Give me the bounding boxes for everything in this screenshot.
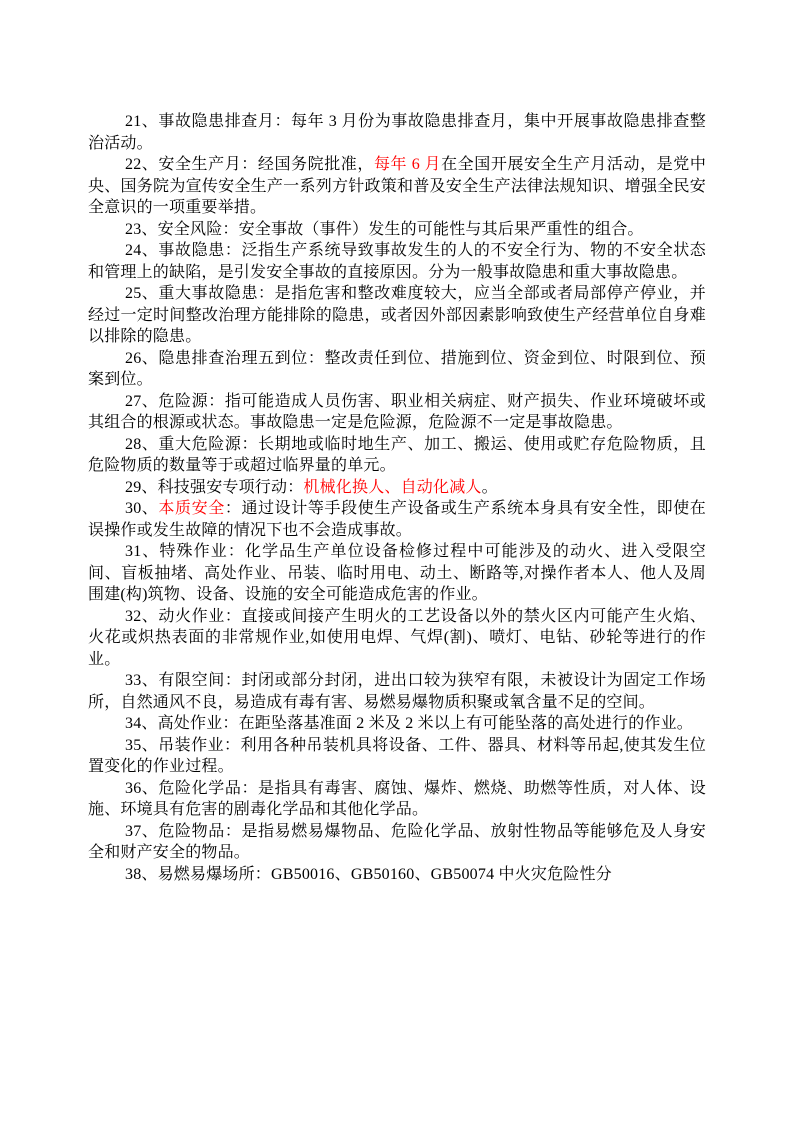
document-body <box>88 111 706 885</box>
definition-item-29 <box>88 477 706 499</box>
definition-item-22 <box>88 154 706 219</box>
text-run: 37、危险物品：是指易燃易爆物品、危险化学品、放射性物品等能够危及人身安全和财产安全的物品。 <box>88 822 706 861</box>
text-run: 26、隐患排查治理五到位：整改责任到位、措施到位、资金到位、时限到位、预案到位。 <box>88 349 706 388</box>
definition-item-32 <box>88 606 706 671</box>
definition-item-34 <box>88 713 706 735</box>
text-run: 30、 <box>125 500 159 517</box>
text-run: 33、有限空间：封闭或部分封闭，进出口较为狭窄有限，未被设计为固定工作场所，自然通风不良，易造成有毒有害、易燃易爆物质积聚或氧含量不足的空间。 <box>88 672 706 711</box>
definition-item-24 <box>88 240 706 283</box>
definition-item-33 <box>88 670 706 713</box>
highlighted-text-run: 每年 6 月 <box>373 156 442 173</box>
text-run: 25、重大事故隐患：是指危害和整改难度较大，应当全部或者局部停产停业，并经过一定时间整改治理方能排除的隐患，或者因外部因素影响致使生产经营单位自身难以排除的隐患。 <box>88 285 706 345</box>
text-run: 24、事故隐患：泛指生产系统导致事故发生的人的不安全行为、物的不安全状态和管理上的缺陷，是引发安全事故的直接原因。分为一般事故隐患和重大事故隐患。 <box>88 242 706 281</box>
definition-item-35 <box>88 735 706 778</box>
text-run: 34、高处作业：在距坠落基准面 2 米及 2 米以上有可能坠落的高处进行的作业。 <box>125 715 694 732</box>
text-run: 22、安全生产月：经国务院批准， <box>125 156 374 173</box>
definition-item-37 <box>88 821 706 864</box>
text-run: 在全国开展安全生产月活动，是党中央、国务院为宣传安全生产一系列方针政策和普及安全生产法律法规知识、增强全民安全意识的一项重要举措。 <box>88 156 707 216</box>
text-run: 29、科技强安专项行动： <box>125 478 304 496</box>
highlighted-text-run: 机械化换人、自动化减人 <box>303 478 482 496</box>
text-run: 23、安全风险：安全事故（事件）发生的可能性与其后果严重性的组合。 <box>125 220 644 238</box>
text-run: 28、重大危险源：长期地或临时地生产、加工、搬运、使用或贮存危险物质，且危险物质的数量等于或超过临界量的单元。 <box>88 435 706 474</box>
definition-item-21 <box>88 111 706 154</box>
text-run: 21、事故隐患排查月：每年 3 月份为事故隐患排查月，集中开展事故隐患排查整治活动。 <box>88 113 706 152</box>
definition-item-30 <box>88 498 706 541</box>
definition-item-26 <box>88 348 706 391</box>
definition-item-25 <box>88 283 706 348</box>
text-run: 。 <box>481 478 498 496</box>
text-run: 32、动火作业：直接或间接产生明火的工艺设备以外的禁火区内可能产生火焰、火花或炽热表面的非常规作业,如使用电焊、气焊(割)、喷灯、电钻、砂轮等进行的作业。 <box>88 607 706 668</box>
definition-item-28 <box>88 434 706 477</box>
text-run: 35、吊装作业：利用各种吊装机具将设备、工件、器具、材料等吊起,使其发生位置变化的作业过程。 <box>88 736 706 775</box>
definition-item-27 <box>88 391 706 434</box>
definition-item-36 <box>88 778 706 821</box>
definition-item-38 <box>88 864 706 886</box>
definition-item-31 <box>88 541 706 606</box>
text-run: 38、易燃易爆场所：GB50016、GB50160、GB50074 中火灾危险性分 <box>125 865 612 883</box>
text-run: 27、危险源：指可能造成人员伤害、职业相关病症、财产损失、作业环境破坏或其组合的根源或状态。事故隐患一定是危险源，危险源不一定是事故隐患。 <box>88 392 706 431</box>
definition-item-23 <box>88 219 706 241</box>
text-run: 31、特殊作业：化学品生产单位设备检修过程中可能涉及的动火、进入受限空间、盲板抽堵、高处作业、吊装、临时用电、动土、断路等,对操作者本人、他人及周围建(构)筑物、设备、设施的安全可能造成危害的作业。 <box>88 543 706 603</box>
text-run: ：通过设计等手段使生产设备或生产系统本身具有安全性，即使在误操作或发生故障的情况下也不会造成事故。 <box>88 500 706 539</box>
text-run: 36、危险化学品：是指具有毒害、腐蚀、爆炸、燃烧、助燃等性质，对人体、设施、环境具有危害的剧毒化学品和其他化学品。 <box>88 779 706 818</box>
highlighted-text-run: 本质安全 <box>158 500 225 517</box>
